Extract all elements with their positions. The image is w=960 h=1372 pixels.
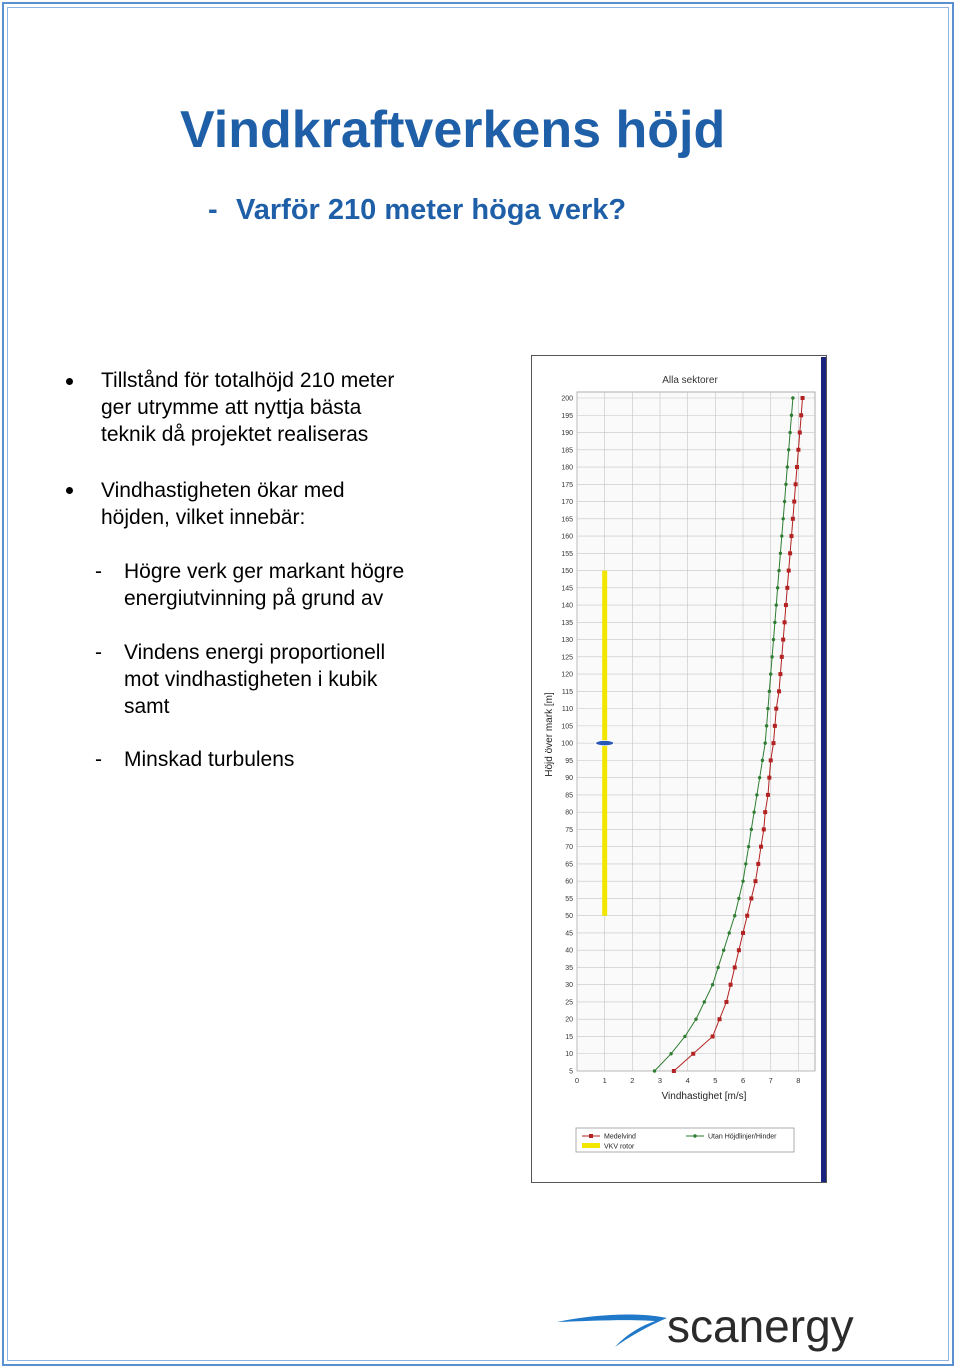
data-point <box>763 741 766 744</box>
y-tick-label: 195 <box>561 412 573 420</box>
data-point <box>653 1069 656 1072</box>
dash-line: energiutvinning på grund av <box>124 587 384 610</box>
y-tick-label: 185 <box>561 447 573 455</box>
y-tick-label: 130 <box>561 637 573 645</box>
subtitle-text: Varför 210 meter höga verk? <box>236 194 627 226</box>
y-tick-label: 170 <box>561 499 573 507</box>
data-point <box>724 1000 728 1004</box>
y-tick-label: 5 <box>569 1068 573 1076</box>
data-point <box>791 517 795 521</box>
data-point <box>789 534 793 538</box>
y-tick-label: 100 <box>561 740 573 748</box>
data-point <box>785 586 789 590</box>
data-point <box>768 690 771 693</box>
data-point <box>788 551 792 555</box>
data-point <box>781 638 785 642</box>
page-title: Vindkraftverkens höjd <box>180 101 726 159</box>
y-axis-label: Höjd över mark [m] <box>544 692 555 777</box>
scanergy-logo <box>555 1302 900 1352</box>
y-tick-label: 75 <box>565 826 573 834</box>
data-point <box>703 1000 706 1003</box>
data-point <box>774 707 778 711</box>
data-point <box>759 845 763 849</box>
data-point <box>691 1052 695 1056</box>
bullet-line: ger utrymme att nyttja bästa <box>101 396 362 419</box>
x-tick-label: 7 <box>768 1076 773 1085</box>
dash-item-3 <box>124 746 294 773</box>
y-tick-label: 20 <box>565 1016 573 1024</box>
data-point <box>798 431 802 435</box>
data-point <box>716 966 719 969</box>
y-tick-label: 190 <box>561 430 573 438</box>
data-point <box>787 569 791 573</box>
data-point <box>783 500 786 503</box>
data-point <box>766 707 769 710</box>
x-tick-label: 2 <box>630 1076 635 1085</box>
data-point <box>729 983 733 987</box>
data-point <box>775 603 778 606</box>
bullet-icon <box>66 487 73 494</box>
data-point <box>773 724 777 728</box>
y-tick-label: 125 <box>561 654 573 662</box>
y-tick-label: 90 <box>565 775 573 783</box>
y-tick-label: 95 <box>565 757 573 765</box>
y-tick-label: 55 <box>565 895 573 903</box>
data-point <box>778 672 782 676</box>
subtitle-dash: - <box>208 194 218 226</box>
data-point <box>772 638 775 641</box>
y-tick-label: 85 <box>565 792 573 800</box>
legend-marker-1 <box>693 1134 696 1137</box>
data-point <box>771 741 775 745</box>
x-tick-label: 3 <box>657 1076 663 1085</box>
chart-title: Alla sektorer <box>662 375 718 386</box>
legend-label-0: Medelvind <box>604 1133 636 1141</box>
data-point <box>773 621 776 624</box>
x-tick-label: 1 <box>602 1076 607 1085</box>
data-point <box>780 534 783 537</box>
logo-text: scanergy <box>667 1302 854 1352</box>
wind-profile-chart <box>532 356 821 1182</box>
y-tick-label: 35 <box>565 964 573 972</box>
data-point <box>722 949 725 952</box>
data-point <box>796 448 800 452</box>
data-point <box>718 1017 722 1021</box>
y-tick-label: 160 <box>561 533 573 541</box>
data-point <box>783 620 787 624</box>
y-tick-label: 145 <box>561 585 573 593</box>
data-point <box>776 586 779 589</box>
y-tick-label: 25 <box>565 999 573 1007</box>
page-subtitle <box>208 194 627 227</box>
y-tick-label: 140 <box>561 602 573 610</box>
data-point <box>694 1018 697 1021</box>
data-point <box>780 655 784 659</box>
chart-side-bar <box>821 357 826 1182</box>
data-point <box>777 569 780 572</box>
data-point <box>784 603 788 607</box>
data-point <box>770 655 773 658</box>
data-point <box>788 431 791 434</box>
data-point <box>762 827 766 831</box>
x-tick-label: 8 <box>796 1076 801 1085</box>
bullet-item-1 <box>101 367 394 448</box>
data-point <box>781 517 784 520</box>
bullet-line: Vindhastigheten ökar med <box>101 479 345 502</box>
data-point <box>769 672 772 675</box>
bullet-icon <box>66 378 73 385</box>
y-tick-label: 15 <box>565 1033 573 1041</box>
data-point <box>763 810 767 814</box>
dash-marker: - <box>95 641 102 664</box>
y-tick-label: 200 <box>561 395 573 403</box>
dash-marker: - <box>95 748 102 771</box>
data-point <box>754 879 758 883</box>
data-point <box>801 396 805 400</box>
y-tick-label: 115 <box>561 688 573 696</box>
data-point <box>767 776 771 780</box>
y-tick-label: 105 <box>561 723 573 731</box>
y-tick-label: 110 <box>561 706 573 714</box>
data-point <box>756 862 760 866</box>
data-point <box>790 414 793 417</box>
data-point <box>745 914 749 918</box>
y-tick-label: 155 <box>561 550 573 558</box>
data-point <box>795 465 799 469</box>
bullet-line: höjden, vilket innebär: <box>101 506 306 529</box>
y-tick-label: 50 <box>565 913 573 921</box>
y-tick-label: 80 <box>565 809 573 817</box>
plot-area <box>577 392 815 1071</box>
dash-line: mot vindhastigheten i kubik <box>124 668 378 691</box>
dash-item-1 <box>124 558 404 612</box>
data-point <box>741 931 745 935</box>
dash-item-2 <box>124 639 385 720</box>
data-point <box>761 759 764 762</box>
data-point <box>779 552 782 555</box>
data-point <box>769 758 773 762</box>
x-tick-label: 0 <box>574 1076 580 1085</box>
data-point <box>766 793 770 797</box>
data-point <box>749 896 753 900</box>
y-tick-label: 70 <box>565 844 573 852</box>
data-point <box>765 724 768 727</box>
y-tick-label: 60 <box>565 878 573 886</box>
data-point <box>777 689 781 693</box>
dash-marker: - <box>95 560 102 583</box>
dash-line: samt <box>124 695 170 718</box>
y-tick-label: 135 <box>561 619 573 627</box>
bullet-line: teknik då projektet realiseras <box>101 423 369 446</box>
y-tick-label: 120 <box>561 671 573 679</box>
data-point <box>758 776 761 779</box>
bullet-item-2 <box>101 477 345 531</box>
data-point <box>786 465 789 468</box>
x-tick-label: 5 <box>713 1076 718 1085</box>
data-point <box>747 845 750 848</box>
y-tick-label: 30 <box>565 982 573 990</box>
data-point <box>752 810 755 813</box>
y-tick-label: 180 <box>561 464 573 472</box>
legend-label-1: Utan Höjdlinjer/Hinder <box>708 1133 777 1141</box>
data-point <box>792 500 796 504</box>
legend-marker-rotor <box>582 1143 600 1148</box>
data-point <box>787 448 790 451</box>
data-point <box>750 828 753 831</box>
x-tick-label: 6 <box>740 1076 746 1085</box>
x-axis-label: Vindhastighet [m/s] <box>661 1091 747 1102</box>
data-point <box>672 1069 676 1073</box>
y-tick-label: 175 <box>561 481 573 489</box>
data-point <box>737 948 741 952</box>
data-point <box>784 483 787 486</box>
data-point <box>733 965 737 969</box>
data-point <box>728 931 731 934</box>
dash-line: Vindens energi proportionell <box>124 641 386 664</box>
bullet-line: Tillstånd för totalhöjd 210 meter <box>101 369 395 392</box>
y-tick-label: 40 <box>565 947 573 955</box>
data-point <box>733 914 736 917</box>
y-tick-label: 10 <box>565 1051 573 1059</box>
y-tick-label: 165 <box>561 516 573 524</box>
data-point <box>741 879 744 882</box>
dash-line: Minskad turbulens <box>124 748 295 771</box>
data-point <box>794 482 798 486</box>
y-tick-label: 65 <box>565 861 573 869</box>
data-point <box>669 1052 672 1055</box>
data-point <box>791 396 794 399</box>
data-point <box>799 413 803 417</box>
rotor-hub-marker <box>596 741 614 746</box>
data-point <box>737 897 740 900</box>
y-tick-label: 45 <box>565 930 573 938</box>
dash-line: Högre verk ger markant högre <box>124 560 405 583</box>
legend-marker-0 <box>589 1134 593 1138</box>
data-point <box>744 862 747 865</box>
y-tick-label: 150 <box>561 568 573 576</box>
logo-swoosh-icon <box>557 1315 667 1347</box>
data-point <box>711 1034 715 1038</box>
x-tick-label: 4 <box>685 1076 690 1085</box>
data-point <box>683 1035 686 1038</box>
data-point <box>711 983 714 986</box>
data-point <box>755 793 758 796</box>
legend-label-rotor: VKV rotor <box>604 1143 635 1151</box>
